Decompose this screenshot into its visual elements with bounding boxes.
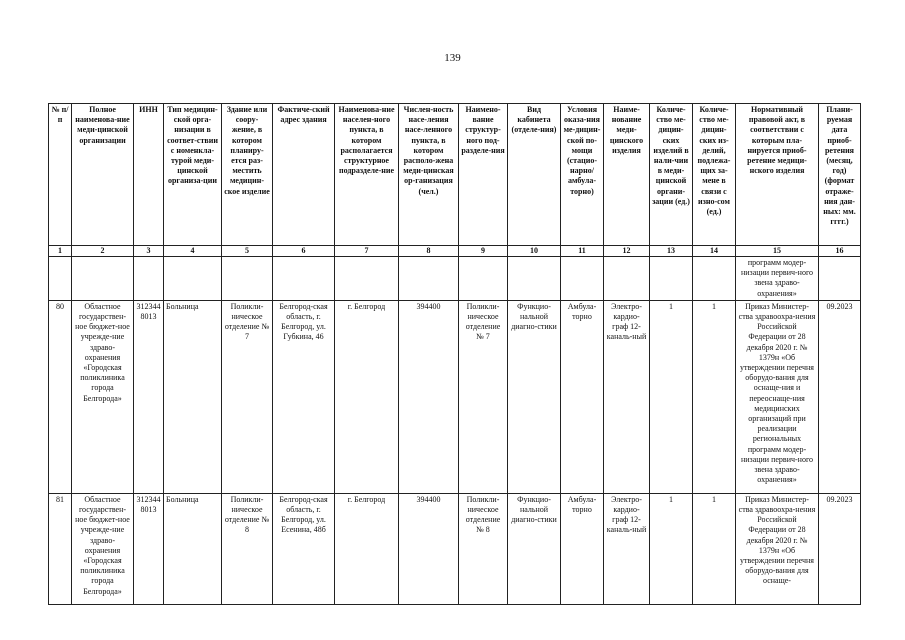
address: Белгород-ская область, г. Белгород, ул. Есенина, 48б <box>273 493 335 604</box>
header-cell: Наиме-нование меди-цинского изделия <box>604 104 650 246</box>
header-cell: Наименова-ние населен-ного пункта, в котором располагается структурное подразделе-ние <box>335 104 399 246</box>
table-row <box>49 493 861 604</box>
empty-cell <box>222 257 273 301</box>
empty-cell <box>508 257 561 301</box>
inn-value: 312344 8013 <box>134 493 164 604</box>
settlement: г. Белгород <box>335 300 399 493</box>
column-number: 11 <box>561 246 604 257</box>
organization-name: Областное государствен-ное бюджет-ное учрежде-ние здраво-охранения «Городская поликлиника города Белгорода» <box>72 300 134 493</box>
inn-value: 312344 8013 <box>134 300 164 493</box>
empty-cell <box>134 257 164 301</box>
empty-cell <box>604 257 650 301</box>
header-cell: Количе-ство ме-дицин-ских из-делий, подлежа-щих за-мене в связи с изно-сом (ед.) <box>693 104 736 246</box>
subdivision: Поликли-ническое отделение № 7 <box>459 300 508 493</box>
column-number-row <box>49 246 861 257</box>
column-number: 14 <box>693 246 736 257</box>
quantity-to-replace: 1 <box>693 493 736 604</box>
column-number: 8 <box>399 246 459 257</box>
empty-cell <box>459 257 508 301</box>
empty-cell <box>72 257 134 301</box>
empty-cell <box>164 257 222 301</box>
header-cell: Нормативный правовой акт, в соответствии с которым пла-нируется приоб-ретение медици-нского изделия <box>736 104 819 246</box>
header-cell: Условия оказа-ния ме-дицин-ской по-мощи (стацио-нарно/ амбула-торно) <box>561 104 604 246</box>
equipment-table <box>48 103 861 605</box>
header-cell: Количе-ство ме-дицин-ских изделий в нали-чии в меди-цинской органи-зации (ед.) <box>650 104 693 246</box>
column-number: 12 <box>604 246 650 257</box>
column-number: 6 <box>273 246 335 257</box>
header-row <box>49 104 861 246</box>
header-cell: Числен-ность насе-ления насе-ленного пункта, в котором располо-жена меди-цинская ор-ганизация (чел.) <box>399 104 459 246</box>
organization-type: Больница <box>164 300 222 493</box>
header-cell: Полное наименова-ние меди-цинской организации <box>72 104 134 246</box>
empty-cell <box>561 257 604 301</box>
header-cell: Фактиче-ский адрес здания <box>273 104 335 246</box>
header-cell: Вид кабинета (отделе-ния) <box>508 104 561 246</box>
address: Белгород-ская область, г. Белгород, ул. Губкина, 46 <box>273 300 335 493</box>
care-conditions: Амбула-торно <box>561 493 604 604</box>
empty-cell <box>399 257 459 301</box>
empty-cell <box>693 257 736 301</box>
device-name: Электро-кардио-граф 12-каналь-ный <box>604 300 650 493</box>
care-conditions: Амбула-торно <box>561 300 604 493</box>
building: Поликли-ническое отделение № 7 <box>222 300 273 493</box>
column-number: 1 <box>49 246 72 257</box>
legal-act-continuation: программ модер-низации первич-ного звена здраво-охранения» <box>736 257 819 301</box>
header-cell: Плани-руемая дата приоб-ретения (месяц, год) (формат отраже-ния дан-ных: мм. гггг.) <box>819 104 861 246</box>
header-cell: Тип медицин-ской орга-низации в соответ-ствии с номенкла-турой меди-цинской организа-ции <box>164 104 222 246</box>
cabinet-type: Функцио-нальной диагно-стики <box>508 300 561 493</box>
organization-type: Больница <box>164 493 222 604</box>
column-number: 4 <box>164 246 222 257</box>
header-cell: ИНН <box>134 104 164 246</box>
quantity-available: 1 <box>650 300 693 493</box>
population: 394400 <box>399 493 459 604</box>
page-number: 139 <box>444 52 461 64</box>
legal-act: Приказ Министер-ства здравоохра-нения Российской Федерации от 28 декабря 2020 г. № 1379н «Об утверждении перечня оборудо-вания для оснаще-ния и переоснаще-ния медицинских организаций при реализации региональных программ модер-низации первич-ного звена здраво-охранения» <box>736 300 819 493</box>
column-number: 10 <box>508 246 561 257</box>
column-number: 13 <box>650 246 693 257</box>
header-cell: № п/п <box>49 104 72 246</box>
cabinet-type: Функцио-нальной диагно-стики <box>508 493 561 604</box>
column-number: 3 <box>134 246 164 257</box>
settlement: г. Белгород <box>335 493 399 604</box>
legal-act: Приказ Министер-ства здравоохра-нения Российской Федерации от 28 декабря 2020 г. № 1379н «Об утверждении перечня оборудо-вания для оснаще- <box>736 493 819 604</box>
population: 394400 <box>399 300 459 493</box>
header-cell: Наимено-вание структур-ного под-разделе-ния <box>459 104 508 246</box>
table-row <box>49 300 861 493</box>
empty-cell <box>273 257 335 301</box>
empty-cell <box>335 257 399 301</box>
subdivision: Поликли-ническое отделение № 8 <box>459 493 508 604</box>
device-name: Электро-кардио-граф 12-каналь-ный <box>604 493 650 604</box>
column-number: 9 <box>459 246 508 257</box>
planned-date: 09.2023 <box>819 300 861 493</box>
row-number: 81 <box>49 493 72 604</box>
building: Поликли-ническое отделение № 8 <box>222 493 273 604</box>
column-number: 7 <box>335 246 399 257</box>
header-cell: Здание или соору-жение, в котором планиру-ется раз-местить медицин-ское изделие <box>222 104 273 246</box>
quantity-available: 1 <box>650 493 693 604</box>
column-number: 16 <box>819 246 861 257</box>
empty-cell <box>650 257 693 301</box>
empty-cell <box>49 257 72 301</box>
row-number: 80 <box>49 300 72 493</box>
continuation-row <box>49 257 861 301</box>
empty-cell <box>819 257 861 301</box>
column-number: 5 <box>222 246 273 257</box>
column-number: 2 <box>72 246 134 257</box>
column-number: 15 <box>736 246 819 257</box>
quantity-to-replace: 1 <box>693 300 736 493</box>
planned-date: 09.2023 <box>819 493 861 604</box>
organization-name: Областное государствен-ное бюджет-ное учрежде-ние здраво-охранения «Городская поликлиника города Белгорода» <box>72 493 134 604</box>
